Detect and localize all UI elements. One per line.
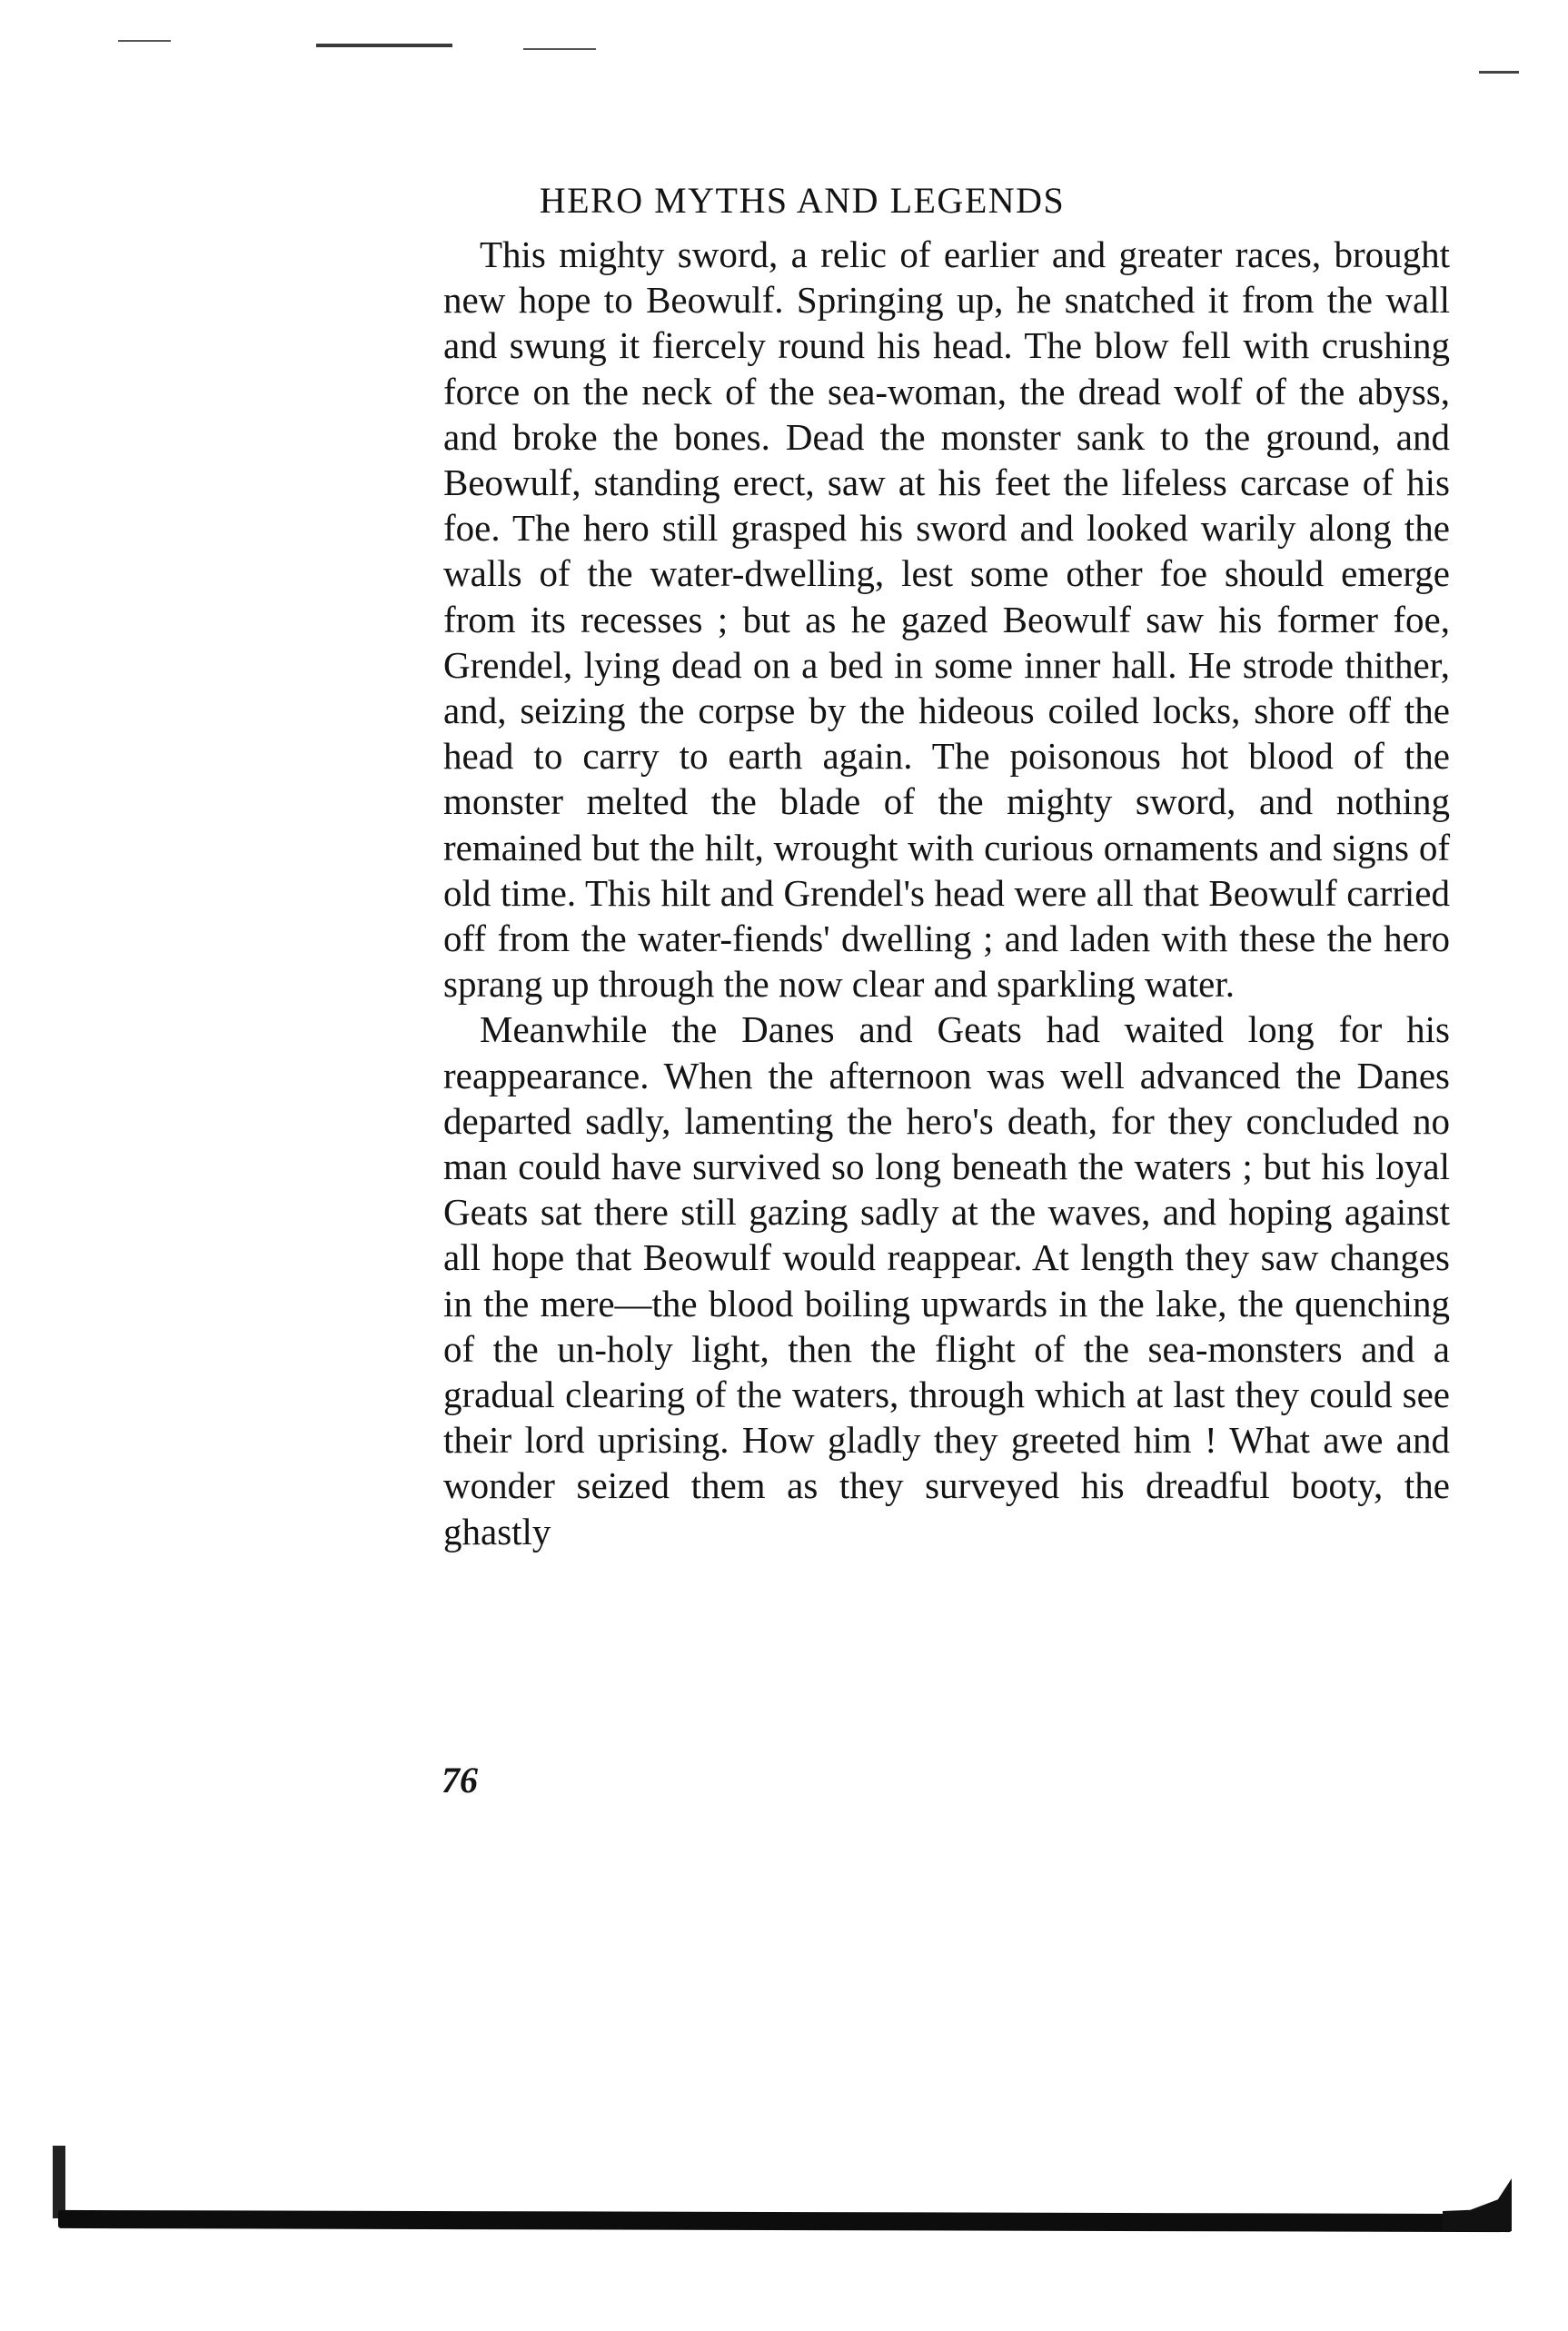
paragraph: This mighty sword, a relic of earlier and greater races, brought new hope to Beowulf. Springing up, he snatched it from the wall and swung it fiercely round his head. The blow fell with crushing force on the neck of the sea-woman, the dread wolf of the abyss, and broke the bones. Dead the monster sank to the ground, and Beowulf, standing erect, saw at his feet the lifeless carcase of his foe. The hero still grasped his sword and looked warily along the walls of the water-dwelling, lest some other foe should emerge from its recesses ; but as he gazed Beowulf saw his former foe, Grendel, lying dead on a bed in some inner hall. He strode thither, and, seizing the corpse by the hideous coiled locks, shore off the head to carry to earth again. The poisonous hot blood of the monster melted the blade of the mighty sword, and nothing remained but the hilt, wrought with curious ornaments and signs of old time. This hilt and Grendel's head were all that Beowulf carried off from the water-fiends' dwelling ; and laden with these the hero sprang up through the now clear and sparkling water. <box>443 233 1450 1006</box>
scan-edge-mark <box>1443 2178 1512 2231</box>
scan-artifact-line <box>523 48 596 50</box>
running-header: HERO MYTHS AND LEGENDS <box>539 180 1066 221</box>
scan-bottom-edge <box>58 2210 1512 2232</box>
scan-artifact-line <box>316 44 452 47</box>
page-number: 76 <box>442 1760 478 1800</box>
scan-artifact-line <box>118 40 171 42</box>
page-body <box>443 232 1450 1554</box>
scan-artifact-line <box>1479 71 1519 74</box>
paragraph: Meanwhile the Danes and Geats had waited long for his reappearance. When the afternoon was well advanced the Danes departed sadly, lamenting the hero's death, for they concluded no man could have survived so long beneath the waters ; but his loyal Geats sat there still gazing sadly at the waves, and hoping against all hope that Beowulf would reappear. At length they saw changes in the mere—the blood boiling upwards in the lake, the quenching of the un-holy light, then the flight of the sea-monsters and a gradual clearing of the waters, through which at last they could see their lord uprising. How gladly they greeted him ! What awe and wonder seized them as they surveyed his dreadful booty, the ghastly <box>443 1008 1450 1552</box>
scan-edge-mark <box>53 2146 65 2218</box>
